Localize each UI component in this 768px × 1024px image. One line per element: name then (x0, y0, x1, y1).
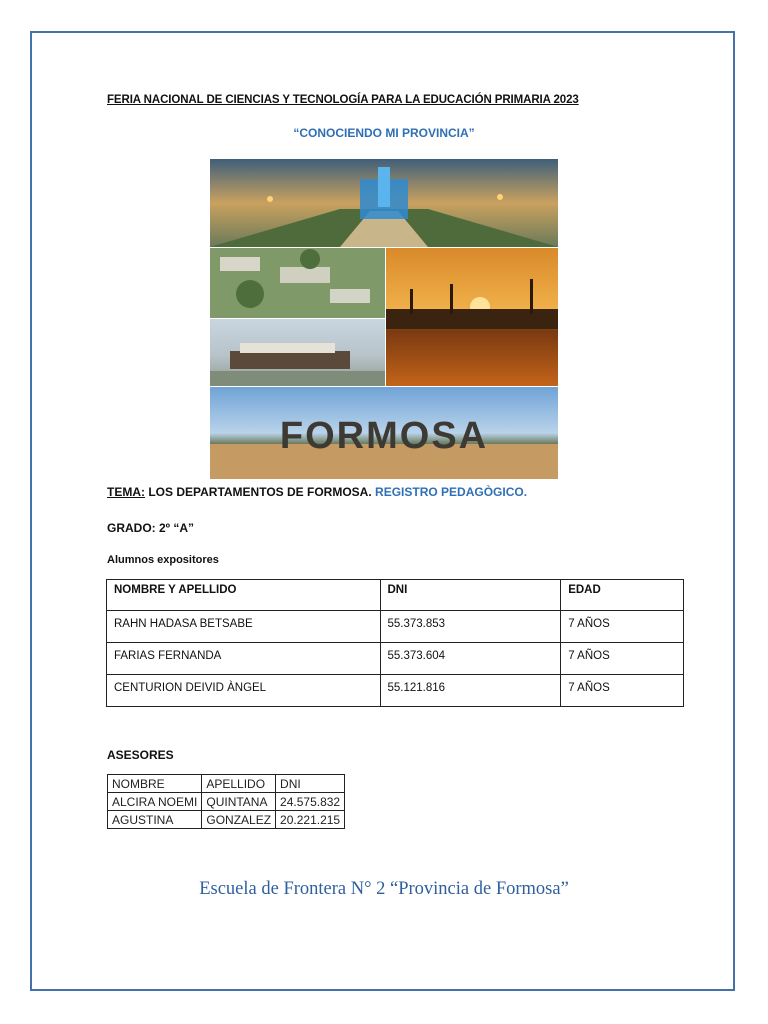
boat-photo (210, 319, 385, 386)
cell-last-name: GONZALEZ (202, 811, 276, 829)
table-row (108, 793, 345, 811)
fair-heading: FERIA NACIONAL DE CIENCIAS Y TECNOLOGÍA PARA LA EDUCACIÓN PRIMARIA 2023 (107, 94, 579, 106)
project-subtitle: “CONOCIENDO MI PROVINCIA” (293, 126, 475, 140)
formosa-sign-photo (210, 387, 558, 479)
cell-first-name: ALCIRA NOEMI (108, 793, 202, 811)
sunset-photo (386, 248, 558, 386)
formosa-sign-text: FORMOSA (279, 415, 489, 457)
students-table (106, 579, 684, 707)
cell-dni: 24.575.832 (276, 793, 345, 811)
table-row (108, 811, 345, 829)
cell-dni: 55.373.604 (380, 643, 561, 675)
table-row (107, 675, 684, 707)
cell-first-name: AGUSTINA (108, 811, 202, 829)
table-row (107, 611, 684, 643)
cell-age: 7 AÑOS (561, 675, 684, 707)
school-name: Escuela de Frontera N° 2 “Provincia de Formosa” (199, 879, 569, 899)
advisors-table (107, 774, 345, 829)
table-header-row (108, 775, 345, 793)
cell-name: CENTURION DEIVID ÀNGEL (107, 675, 381, 707)
cell-age: 7 AÑOS (561, 611, 684, 643)
header-age: EDAD (561, 580, 684, 611)
cell-last-name: QUINTANA (202, 793, 276, 811)
header-dni: DNI (276, 775, 345, 793)
topic-line (107, 485, 527, 499)
table-row (107, 643, 684, 675)
header-last-name: APELLIDO (202, 775, 276, 793)
header-dni: DNI (380, 580, 561, 611)
topic-label: TEMA: (107, 485, 145, 499)
topic-text: LOS DEPARTAMENTOS DE FORMOSA (145, 485, 369, 499)
topic-dot: . (368, 485, 372, 499)
header-first-name: NOMBRE (108, 775, 202, 793)
cell-dni: 20.221.215 (276, 811, 345, 829)
cell-dni: 55.121.816 (380, 675, 561, 707)
cell-name: FARIAS FERNANDA (107, 643, 381, 675)
topic-highlight: REGISTRO PEDAGÒGICO. (371, 485, 528, 499)
cell-age: 7 AÑOS (561, 643, 684, 675)
grade-line: GRADO: 2º “A” (107, 521, 195, 535)
header-name: NOMBRE Y APELLIDO (107, 580, 381, 611)
plaza-photo (210, 159, 558, 247)
cell-dni: 55.373.853 (380, 611, 561, 643)
table-header-row (107, 580, 684, 611)
cell-name: RAHN HADASA BETSABE (107, 611, 381, 643)
students-label: Alumnos expositores (107, 554, 219, 566)
formosa-photo-collage (210, 159, 558, 479)
advisors-label: ASESORES (107, 748, 174, 762)
town-photo (210, 248, 385, 318)
